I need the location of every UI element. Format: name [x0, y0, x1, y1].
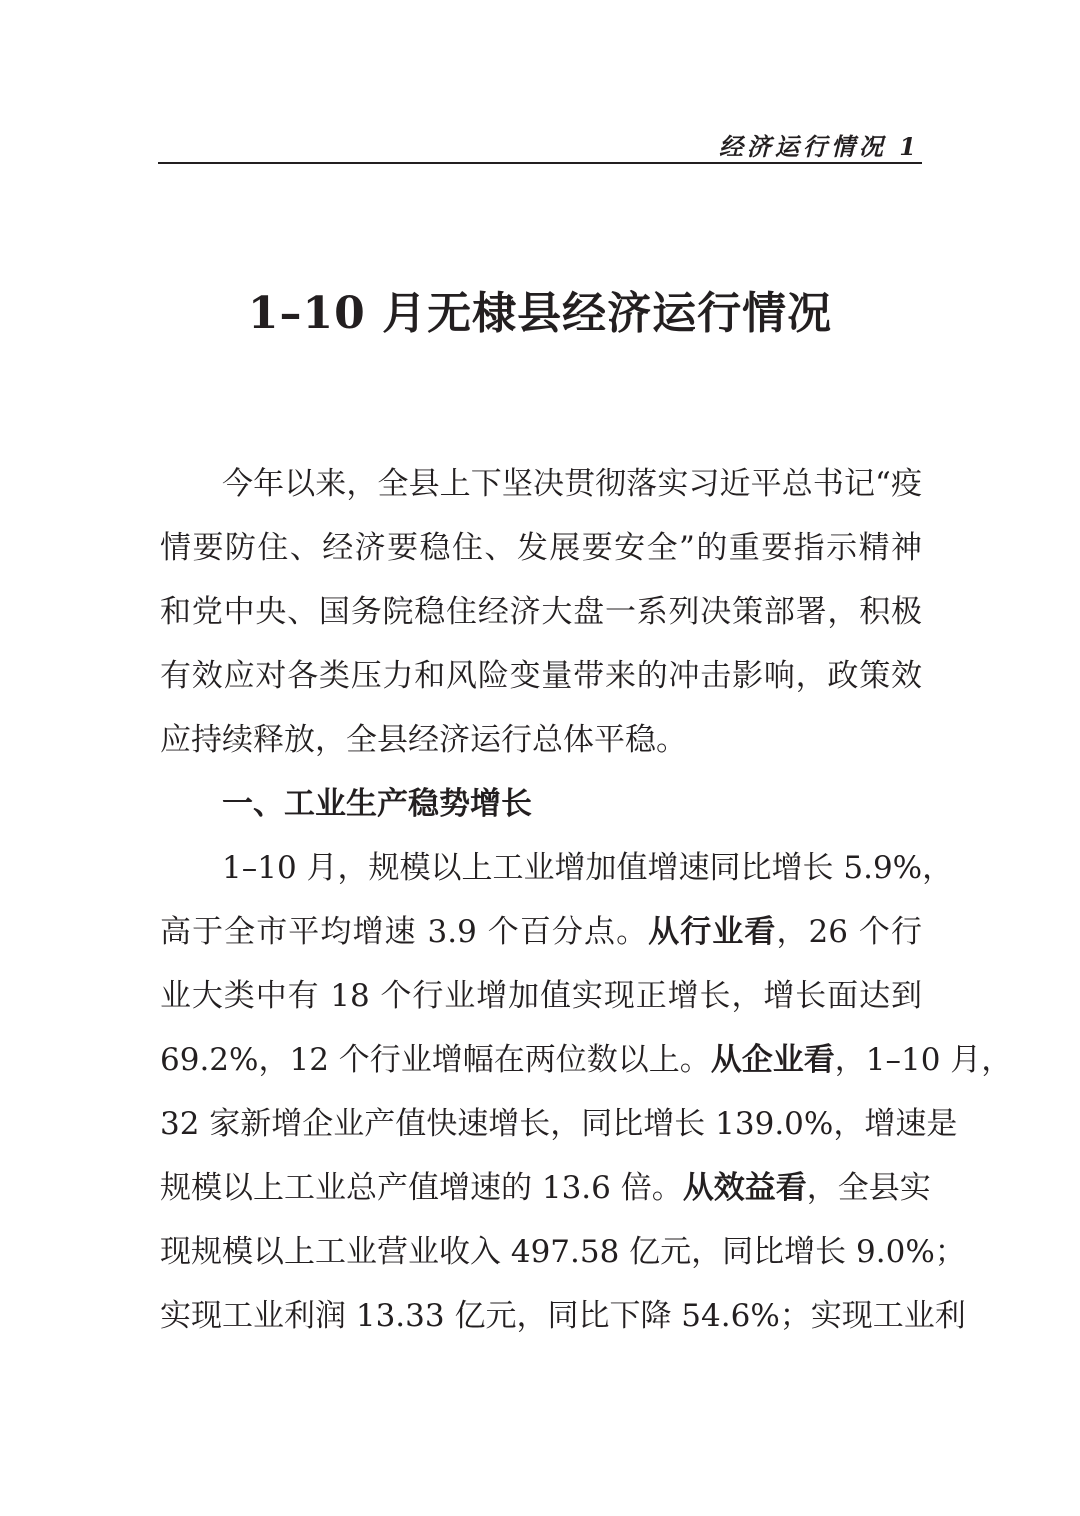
running-head: 经济运行情况 1: [718, 132, 920, 161]
intro-line-3: 和党中央、国务院稳住经济大盘一系列决策部署，积极: [160, 594, 922, 630]
industry-line-4-text-a: 69.2%，12 个行业增幅在两位数以上。: [160, 1042, 711, 1078]
industry-line-2-text-a: 高于全市平均增速 3.9 个百分点。: [160, 914, 649, 950]
document-body: [160, 452, 1013, 1348]
intro-line-1: 今年以来，全县上下坚决贯彻落实习近平总书记“疫: [222, 466, 922, 502]
industry-line-4-bold: 从企业看: [710, 1042, 835, 1078]
intro-line-2: 情要防住、经济要稳住、发展要安全”的重要指示精神: [160, 530, 922, 566]
industry-line-1: 1–10 月，规模以上工业增加值增速同比增长 5.9%，: [222, 850, 954, 886]
industry-line-6-text-c: ，全县实: [806, 1170, 931, 1206]
intro-line-5: 应持续释放，全县经济运行总体平稳。: [160, 722, 687, 758]
industry-line-6-bold: 从效益看: [682, 1170, 807, 1206]
intro-line-4: 有效应对各类压力和风险变量带来的冲击影响，政策效: [160, 658, 922, 694]
industry-line-6: [160, 1156, 931, 1220]
industry-line-2-text-c: ，26 个行: [776, 914, 922, 950]
section-heading-industry: 一、工业生产稳势增长: [222, 786, 532, 822]
industry-line-2-bold: 从行业看: [648, 914, 777, 950]
industry-line-8: 实现工业利润 13.33 亿元，同比下降 54.6%；实现工业利: [160, 1298, 966, 1334]
industry-line-3: 业大类中有 18 个行业增加值实现正增长，增长面达到: [160, 978, 922, 1014]
industry-line-4: [160, 1028, 1013, 1092]
page-header: [158, 132, 922, 164]
document-title: 1–10 月无棣县经济运行情况: [247, 288, 833, 339]
industry-line-2: [160, 900, 922, 964]
industry-line-4-text-c: ，1–10 月，: [834, 1042, 1013, 1078]
industry-line-5: 32 家新增企业产值快速增长，同比增长 139.0%，增速是: [160, 1106, 958, 1142]
industry-line-6-text-a: 规模以上工业总产值增速的 13.6 倍。: [160, 1170, 683, 1206]
industry-line-7: 现规模以上工业营业收入 497.58 亿元，同比增长 9.0%；: [160, 1234, 966, 1270]
